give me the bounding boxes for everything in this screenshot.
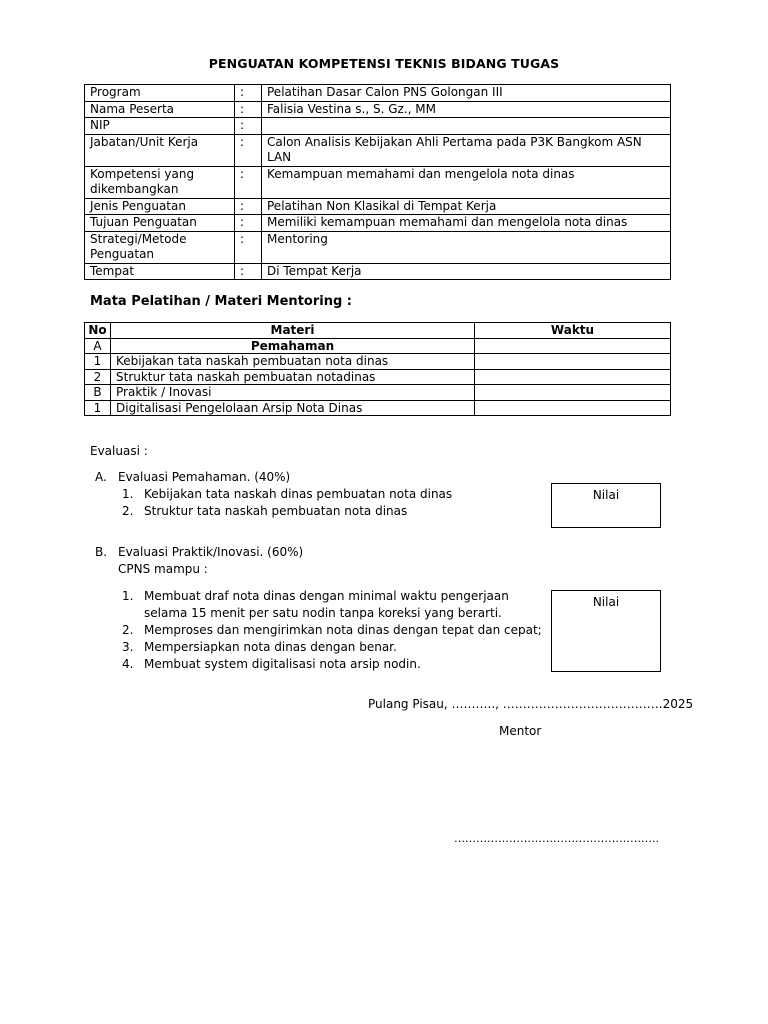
list-item: 1. Membuat draf nota dinas dengan minimal waktu pengerjaan selama 15 menit per satu nodin tanpa koreksi yang berarti. — [122, 589, 509, 620]
list-item: 4. Membuat system digitalisasi nota arsip nodin. — [122, 657, 421, 671]
info-label: Jabatan/Unit Kerja — [85, 134, 235, 166]
info-row — [85, 166, 671, 198]
info-value — [262, 118, 671, 135]
info-row — [85, 85, 671, 102]
info-separator: : — [235, 215, 262, 232]
row-waktu — [475, 354, 671, 370]
row-materi: Kebijakan tata naskah pembuatan nota dinas — [111, 354, 475, 370]
info-value: Mentoring — [262, 231, 671, 263]
info-label: Program — [85, 85, 235, 102]
eval-b-title: Evaluasi Praktik/Inovasi. (60%) — [118, 545, 304, 559]
document-title: PENGUATAN KOMPETENSI TEKNIS BIDANG TUGAS — [208, 56, 560, 71]
place-date: Pulang Pisau, ……….., ………………………………….2025 — [368, 697, 694, 711]
signature-line: ……………………………………………….. — [454, 832, 659, 845]
mentor-label: Mentor — [499, 724, 542, 738]
row-waktu — [475, 338, 671, 354]
list-item: 1. Kebijakan tata naskah dinas pembuatan nota dinas — [122, 487, 453, 501]
info-value: Pelatihan Non Klasikal di Tempat Kerja — [262, 198, 671, 215]
materi-heading: Mata Pelatihan / Materi Mentoring : — [90, 294, 352, 309]
row-no: B — [85, 385, 111, 401]
info-separator: : — [235, 101, 262, 118]
table-row — [85, 400, 671, 416]
info-value: Kemampuan memahami dan mengelola nota dinas — [262, 166, 671, 198]
info-row — [85, 263, 671, 280]
info-row — [85, 231, 671, 263]
eval-b-marker: B. — [95, 545, 108, 559]
nilai-label: Nilai — [592, 595, 620, 609]
info-label: Nama Peserta — [85, 101, 235, 118]
row-no: 1 — [85, 400, 111, 416]
info-separator: : — [235, 118, 262, 135]
row-materi: Struktur tata naskah pembuatan notadinas — [111, 369, 475, 385]
table-row — [85, 338, 671, 354]
list-item: 3. Mempersiapkan nota dinas dengan benar. — [122, 640, 397, 654]
participant-info-table — [84, 84, 671, 280]
info-value: Memiliki kemampuan memahami dan mengelola nota dinas — [262, 215, 671, 232]
info-value: Pelatihan Dasar Calon PNS Golongan III — [262, 85, 671, 102]
info-value: Falisia Vestina s., S. Gz., MM — [262, 101, 671, 118]
row-no: 1 — [85, 354, 111, 370]
eval-a-marker: A. — [95, 470, 107, 484]
info-separator: : — [235, 85, 262, 102]
info-value: Di Tempat Kerja — [262, 263, 671, 280]
eval-a-title: Evaluasi Pemahaman. (40%) — [118, 470, 291, 484]
info-separator: : — [235, 134, 262, 166]
nilai-box-a[interactable] — [551, 483, 661, 528]
row-waktu — [475, 400, 671, 416]
row-no: A — [85, 338, 111, 354]
info-label: Strategi/Metode Penguatan — [85, 231, 235, 263]
info-row — [85, 198, 671, 215]
table-row — [85, 369, 671, 385]
row-no: 2 — [85, 369, 111, 385]
col-header-waktu: Waktu — [475, 323, 671, 339]
table-row — [85, 385, 671, 401]
row-materi: Pemahaman — [111, 338, 475, 354]
info-separator: : — [235, 263, 262, 280]
info-label: NIP — [85, 118, 235, 135]
evaluasi-label: Evaluasi : — [90, 444, 148, 458]
eval-b-intro: CPNS mampu : — [118, 562, 208, 576]
nilai-label: Nilai — [592, 488, 620, 502]
info-row — [85, 101, 671, 118]
col-header-no: No — [85, 323, 111, 339]
row-materi: Praktik / Inovasi — [111, 385, 475, 401]
info-separator: : — [235, 231, 262, 263]
col-header-materi: Materi — [111, 323, 475, 339]
table-row — [85, 354, 671, 370]
info-separator: : — [235, 166, 262, 198]
row-materi: Digitalisasi Pengelolaan Arsip Nota Dinas — [111, 400, 475, 416]
materi-table-header-row — [85, 323, 671, 339]
eval-b-list — [122, 588, 552, 673]
info-value: Calon Analisis Kebijakan Ahli Pertama pada P3K Bangkom ASN LAN — [262, 134, 671, 166]
list-item: 2. Memproses dan mengirimkan nota dinas dengan tepat dan cepat; — [122, 623, 542, 637]
info-label: Jenis Penguatan — [85, 198, 235, 215]
info-label: Tempat — [85, 263, 235, 280]
nilai-box-b[interactable] — [551, 590, 661, 672]
row-waktu — [475, 385, 671, 401]
info-row — [85, 118, 671, 135]
info-label: Kompetensi yang dikembangkan — [85, 166, 235, 198]
info-row — [85, 134, 671, 166]
row-waktu — [475, 369, 671, 385]
info-separator: : — [235, 198, 262, 215]
materi-table — [84, 322, 671, 416]
eval-a-list — [122, 486, 542, 520]
info-row — [85, 215, 671, 232]
list-item: 2. Struktur tata naskah pembuatan nota dinas — [122, 504, 408, 518]
info-label: Tujuan Penguatan — [85, 215, 235, 232]
